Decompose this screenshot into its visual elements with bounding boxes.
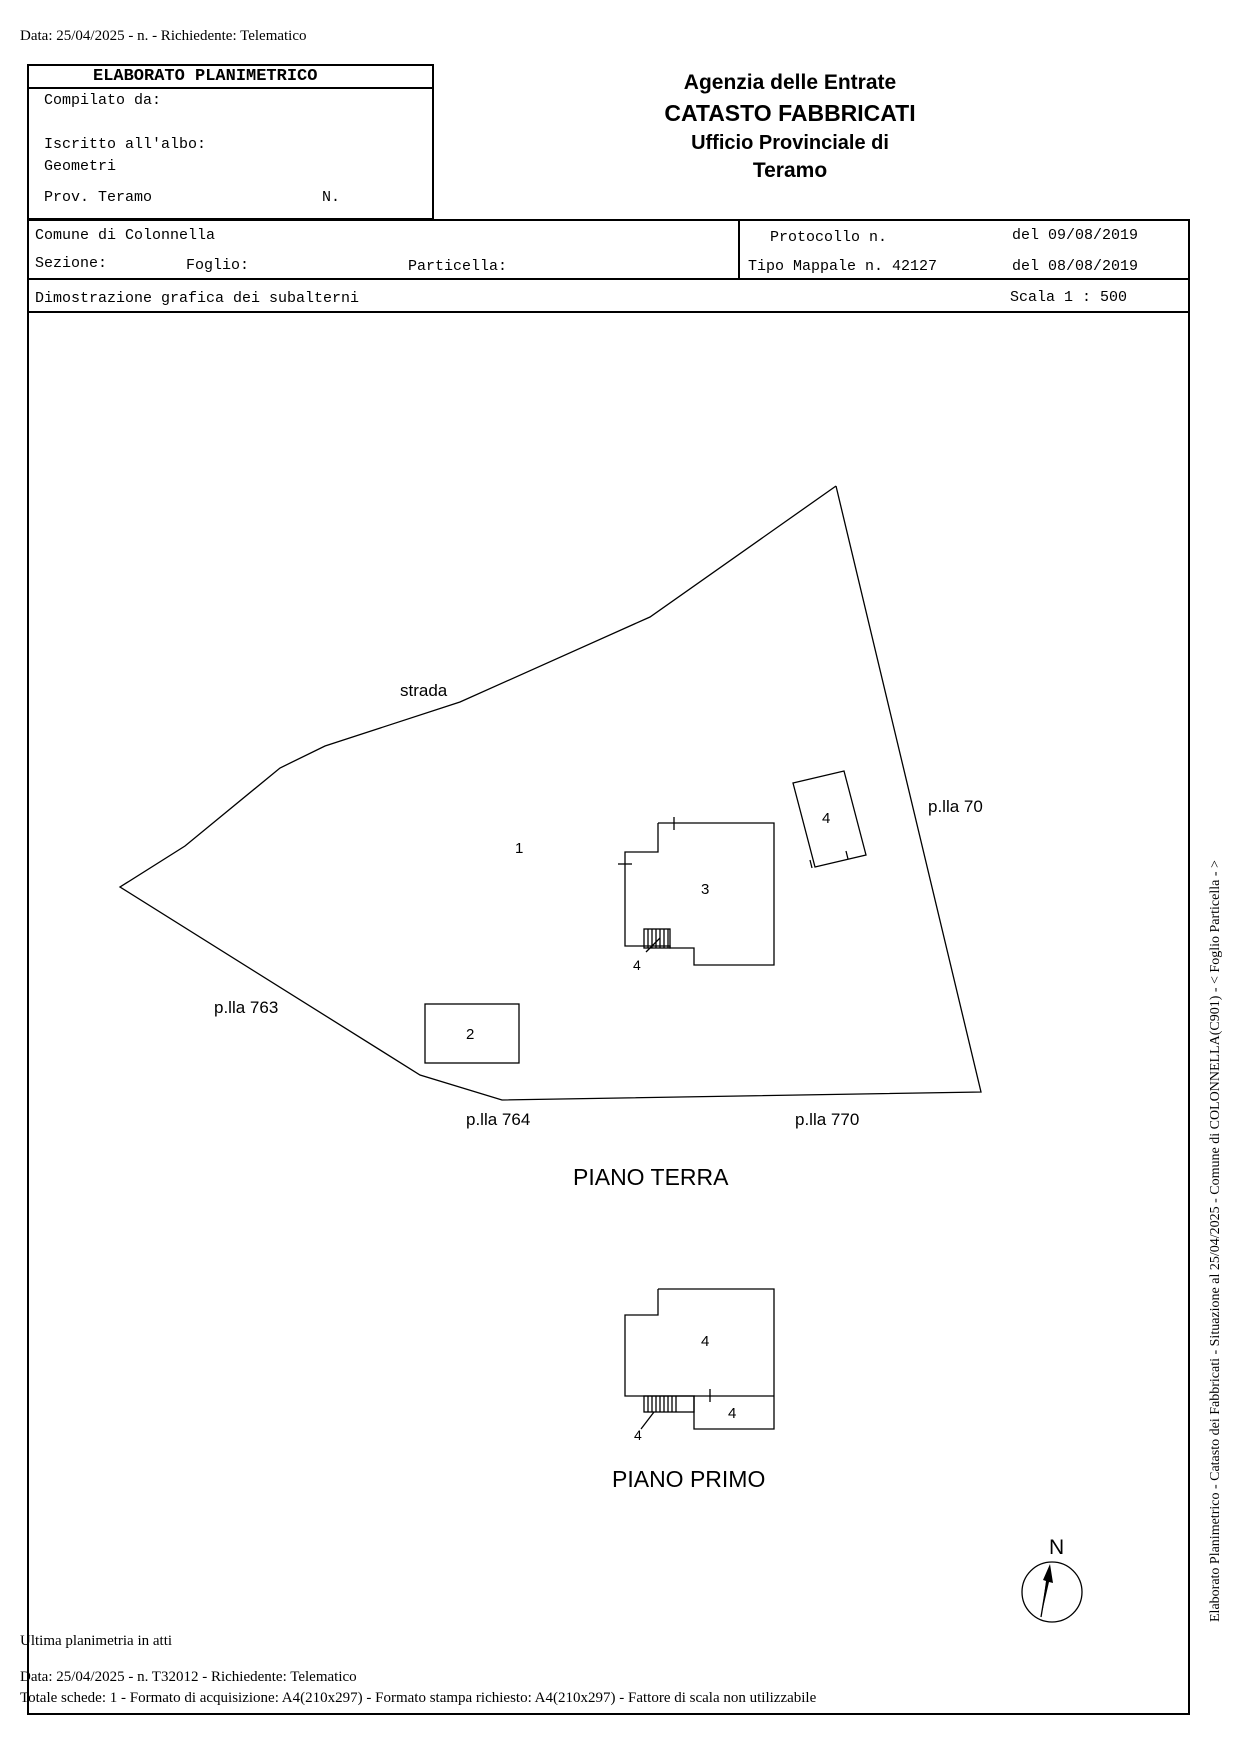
sub-4-upper-stair-label: 4	[634, 1427, 642, 1443]
catasto-title: CATASTO FABBRICATI	[664, 100, 916, 126]
scale-label: Scala 1 : 500	[1010, 289, 1128, 306]
sub-4-upper-label: 4	[701, 1333, 710, 1350]
plla-763-label: p.lla 763	[214, 998, 279, 1017]
sub-4-garage-label: 4	[822, 810, 831, 827]
ultima-planimetria-label: Ultima planimetria in atti	[20, 1633, 173, 1649]
garage-tick	[846, 851, 848, 859]
plla-770-label: p.lla 770	[795, 1110, 860, 1129]
comune-label: Comune di Colonnella	[35, 227, 216, 244]
plla-70-label: p.lla 70	[928, 797, 983, 816]
north-arrow-circle	[1022, 1562, 1082, 1622]
stair-upper-leader	[641, 1412, 654, 1429]
ufficio-city: Teramo	[752, 159, 828, 182]
tipo-mappale-date: del 08/08/2019	[1012, 258, 1139, 275]
compilato-label: Compilato da:	[44, 92, 162, 109]
iscritto-label: Iscritto all'albo:	[44, 136, 207, 153]
protocollo-date: del 09/08/2019	[1012, 227, 1139, 244]
albo-value: Geometri	[44, 158, 117, 175]
sub-2-label: 2	[466, 1026, 475, 1043]
tipo-mappale: Tipo Mappale n. 42127	[748, 258, 938, 275]
n-label: N.	[322, 189, 341, 206]
prov-label: Prov. Teramo	[44, 189, 153, 206]
sub-1-label: 1	[515, 840, 524, 857]
sub-3-label: 3	[701, 881, 710, 898]
north-label: N	[1049, 1536, 1065, 1559]
piano-primo-title: PIANO PRIMO	[612, 1466, 766, 1492]
side-vertical-caption: Elaborato Planimetrico - Catasto dei Fabbricati - Situazione al 25/04/2025 - Comune di COLONNELLA(C901) - < Foglio Particella - >	[1208, 860, 1223, 1622]
agency-name: Agenzia delle Entrate	[683, 71, 897, 94]
strada-label: strada	[400, 681, 448, 700]
foglio-label: Foglio:	[186, 257, 250, 274]
dimostrazione-label: Dimostrazione grafica dei subalterni	[35, 290, 360, 307]
footer-totals-line: Totale schede: 1 - Formato di acquisizione: A4(210x297) - Formato stampa richiesto: A4(210x297) - Fattore di scala non utilizzabile	[20, 1690, 817, 1706]
document-title: ELABORATO PLANIMETRICO	[93, 67, 318, 86]
piano-terra-title: PIANO TERRA	[573, 1164, 729, 1190]
sezione-label: Sezione:	[35, 255, 108, 272]
sub-4-stair-label: 4	[633, 957, 641, 973]
protocollo-label: Protocollo n.	[770, 229, 888, 246]
top-request-line: Data: 25/04/2025 - n. - Richiedente: Telematico	[20, 28, 307, 44]
plla-764-label: p.lla 764	[466, 1110, 531, 1129]
sub-4-upper-small-label: 4	[728, 1405, 737, 1422]
garage-tick	[810, 860, 812, 868]
particella-label: Particella:	[408, 258, 508, 275]
ufficio-line: Ufficio Provinciale di	[691, 132, 889, 154]
footer-request-line: Data: 25/04/2025 - n. T32012 - Richiedente: Telematico	[20, 1669, 357, 1685]
